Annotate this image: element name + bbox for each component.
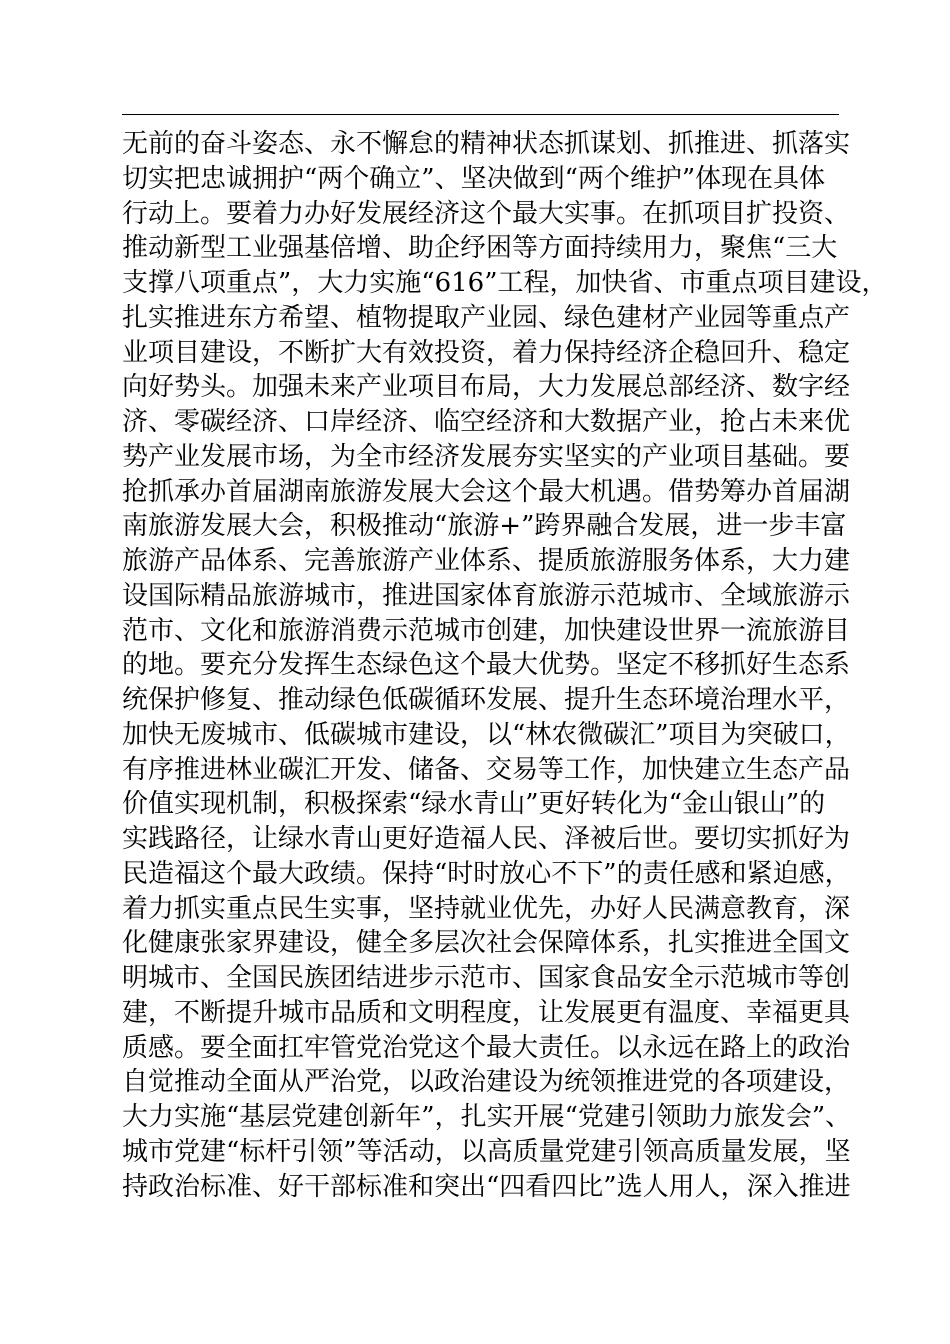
header-rule (122, 114, 839, 115)
text-line: 加快无废城市、低碳城市建设，以“林农微碳汇”项目为突破口， (122, 719, 851, 750)
text-line: 南旅游发展大会，积极推动“旅游+”跨界融合发展，进一步丰富 (122, 511, 847, 542)
text-line: 支撑八项重点”，大力实施“616”工程，加快省、市重点项目建设， (122, 268, 888, 298)
text-line: 建，不断提升城市品质和文明程度，让发展更有温度、幸福更具 (122, 997, 851, 1028)
text-line: 设国际精品旅游城市，推进国家体育旅游示范城市、全域旅游示 (122, 580, 851, 611)
text-line: 切实把忠诚拥护“两个确立”、坚决做到“两个维护”体现在具体 (122, 163, 826, 194)
text-line: 价值实现机制，积极探索“绿水青山”更好转化为“金山银山”的 (122, 789, 826, 820)
text-line: 济、零碳经济、口岸经济、临空经济和大数据产业，抢占未来优 (122, 407, 851, 437)
text-line: 扎实推进东方希望、植物提取产业园、绿色建材产业园等重点产 (122, 302, 851, 333)
text-line: 化健康张家界建设，健全多层次社会保障体系，扎实推进全国文 (122, 928, 851, 959)
text-line: 向好势头。加强未来产业项目布局，大力发展总部经济、数字经 (122, 372, 851, 403)
text-line: 实践路径，让绿水青山更好造福人民、泽被后世。要切实抓好为 (122, 824, 851, 854)
text-line: 民造福这个最大政绩。保持“时时放心不下”的责任感和紧迫感， (122, 858, 851, 889)
text-line: 范市、文化和旅游消费示范城市创建，加快建设世界一流旅游目 (122, 615, 851, 646)
text-line: 推动新型工业强基倍增、助企纾困等方面持续用力，聚焦“三大 (122, 233, 838, 264)
text-line: 抢抓承办首届湖南旅游发展大会这个最大机遇。借势筹办首届湖 (122, 476, 851, 507)
text-line: 明城市、全国民族团结进步示范市、国家食品安全示范城市等创 (122, 963, 851, 993)
text-line: 大力实施“基层党建创新年”，扎实开展“党建引领助力旅发会”、 (122, 1102, 852, 1132)
text-line: 城市党建“标杆引领”等活动，以高质量党建引领高质量发展，坚 (122, 1136, 851, 1167)
text-line: 持政治标准、好干部标准和突出“四看四比”选人用人，深入推进 (122, 1171, 851, 1202)
text-line: 无前的奋斗姿态、永不懈怠的精神状态抓谋划、抓推进、抓落实 (122, 129, 851, 159)
text-line: 有序推进林业碳汇开发、储备、交易等工作，加快建立生态产品 (122, 754, 851, 785)
text-line: 的地。要充分发挥生态绿色这个最大优势。坚定不移抓好生态系 (122, 650, 851, 681)
text-line: 势产业发展市场，为全市经济发展夯实坚实的产业项目基础。要 (122, 441, 851, 472)
text-line: 旅游产品体系、完善旅游产业体系、提质旅游服务体系，大力建 (122, 546, 851, 576)
text-line: 统保护修复、推动绿色低碳循环发展、提升生态环境治理水平， (122, 685, 851, 715)
body-paragraph (122, 127, 888, 1204)
text-line: 行动上。要着力办好发展经济这个最大实事。在抓项目扩投资、 (122, 198, 851, 229)
text-line: 质感。要全面扛牢管党治党这个最大责任。以永远在路上的政治 (122, 1032, 851, 1063)
text-line: 业项目建设，不断扩大有效投资，着力保持经济企稳回升、稳定 (122, 337, 851, 368)
text-line: 着力抓实重点民生实事，坚持就业优先，办好人民满意教育，深 (122, 893, 851, 924)
text-line: 自觉推动全面从严治党，以政治建设为统领推进党的各项建设， (122, 1067, 851, 1098)
